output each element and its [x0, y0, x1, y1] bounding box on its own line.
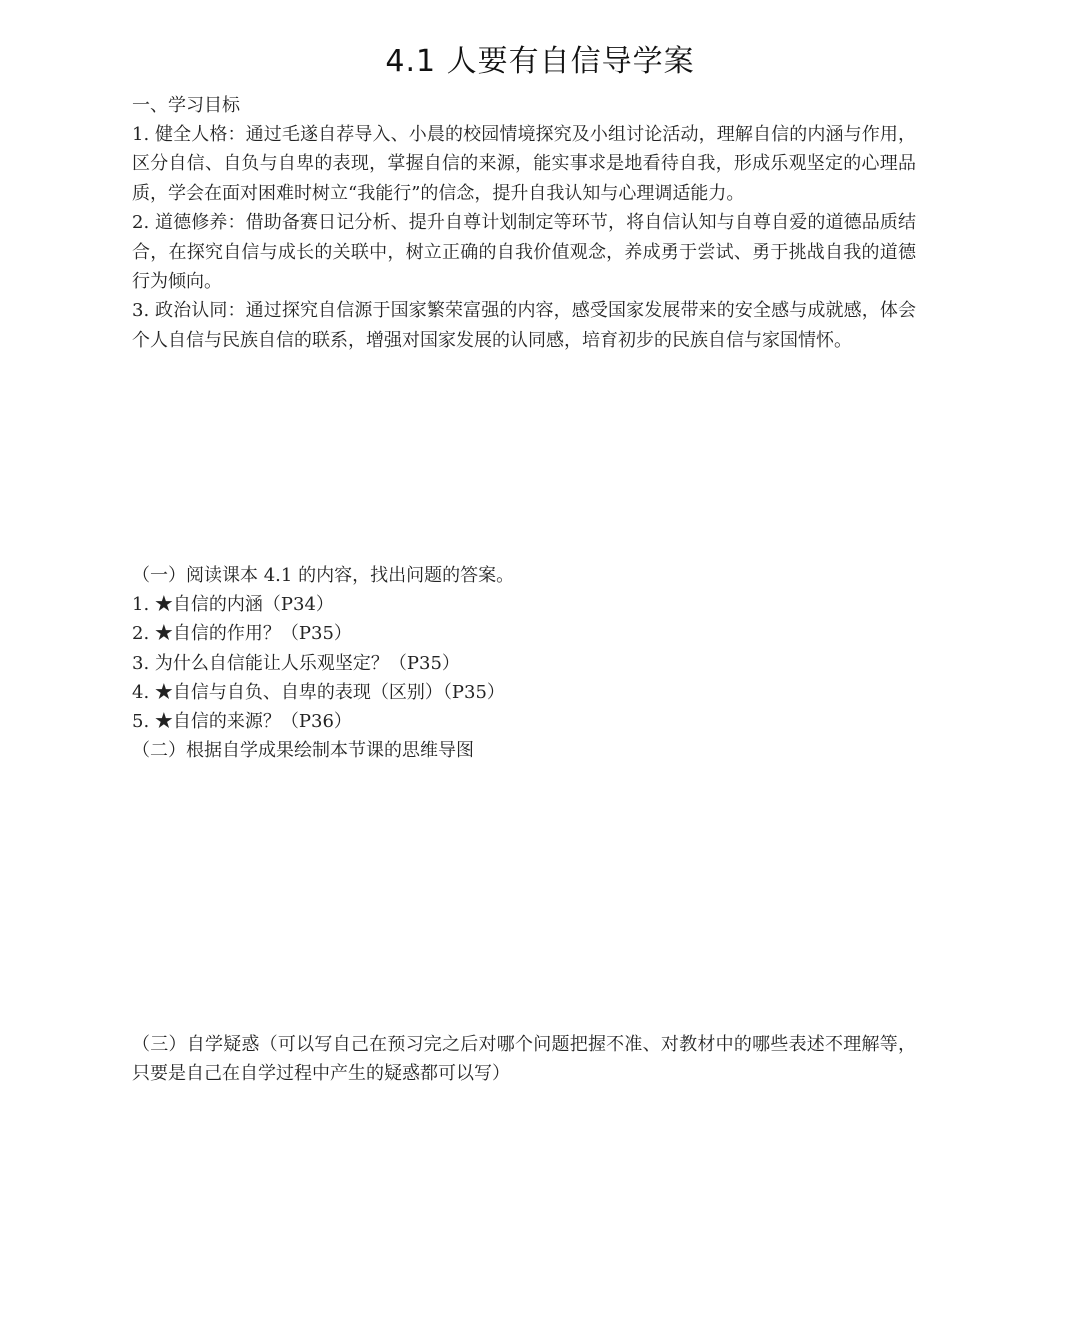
section-heading-learning-goals: 一、学习目标: [132, 95, 240, 116]
question-confidence-vs-arrogance-inferiority: 4. ★自信与自负、自卑的表现（区别）（P35）: [132, 681, 505, 703]
document-title: 4.1 人要有自信导学案: [385, 44, 695, 79]
goal-personality: 1. 健全人格：通过毛遂自荐导入、小晨的校园情境探究及小组讨论活动，理解自信的内涵与作用，区分自信、自负与自卑的表现，掌握自信的来源，能实事求是地看待自我，形成乐观坚定的心理品质，学会在面对困难时树立“我能行”的信念，提升自我认知与心理调适能力。: [132, 124, 916, 204]
goal-political-identity: 3. 政治认同：通过探究自信源于国家繁荣富强的内容，感受国家发展带来的安全感与成就感，体会个人自信与民族自信的联系，增强对国家发展的认同感，培育初步的民族自信与家国情怀。: [132, 300, 916, 351]
question-role-of-confidence: 2. ★自信的作用？（P35）: [132, 623, 352, 645]
task-mind-map: （二）根据自学成果绘制本节课的思维导图: [132, 740, 474, 762]
self-study-doubts: （三）自学疑惑（可以写自己在预习完之后对哪个问题把握不准、对教材中的哪些表述不理解等，只要是自己在自学过程中产生的疑惑都可以写）: [132, 1034, 916, 1085]
learning-goals-list: [132, 120, 916, 355]
task-read-textbook: （一）阅读课本 4.1 的内容，找出问题的答案。: [132, 565, 515, 586]
question-meaning-of-confidence: 1. ★自信的内涵（P34）: [132, 594, 334, 616]
self-study-tasks: [132, 561, 916, 765]
goal-moral-cultivation: 2. 道德修养：借助备赛日记分析、提升自尊计划制定等环节，将自信认知与自尊自爱的道德品质结合，在探究自信与成长的关联中，树立正确的自我价值观念，养成勇于尝试、勇于挑战自我的道德行为倾向。: [132, 212, 916, 293]
question-why-optimistic: 3. 为什么自信能让人乐观坚定？（P35）: [132, 652, 460, 674]
question-source-of-confidence: 5. ★自信的来源？（P36）: [132, 711, 352, 733]
